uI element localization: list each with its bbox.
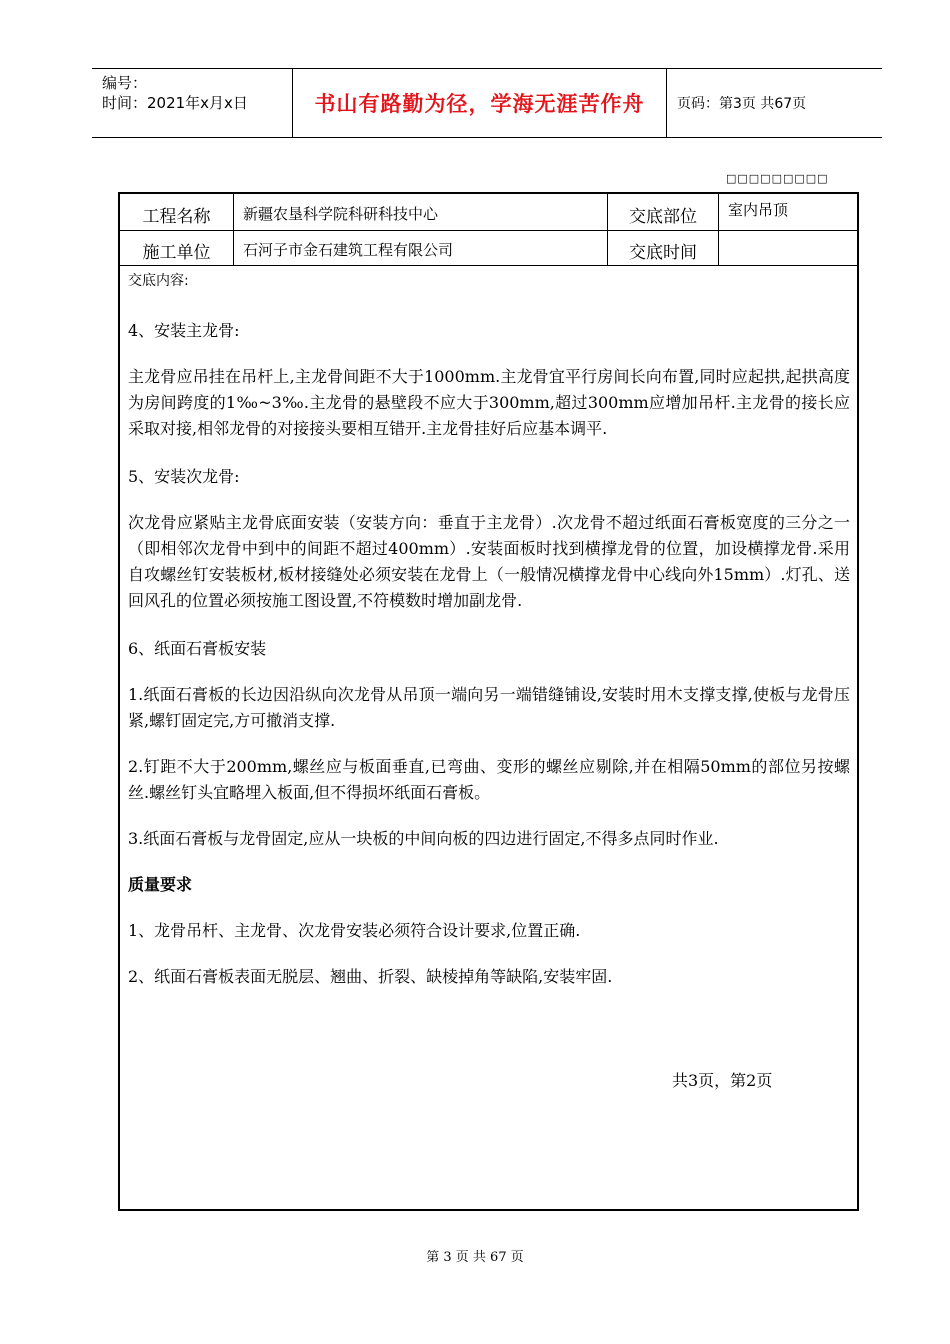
quality-title: 质量要求 [128,875,193,894]
content-intro: 交底内容: [128,273,189,289]
section-6-title: 6、纸面石膏板安装 [128,639,267,658]
unit-value: 石河子市金石建筑工程有限公司 [243,241,454,259]
page-footer: 第 3 页 共 67 页 [426,1250,524,1265]
table-col-line [233,192,234,265]
quality-item-2: 2、纸面石膏板表面无脱层、翘曲、折裂、缺棱掉角等缺陷,安装牢固. [128,967,613,986]
header-meta [102,73,248,113]
header-divider [666,69,667,137]
section-6-item-2: 2.钉距不大于200mm,螺丝应与板面垂直,已弯曲、变形的螺丝应剔除,并在相隔50mm的部位另按螺丝.螺丝钉头宜略埋入板面,但不得损坏纸面石膏板。 [128,757,850,802]
unit-label: 施工单位 [142,243,211,263]
time-label-cell: 交底时间 [629,243,697,263]
form-code-boxes: □□□□□□□□□ [726,172,829,185]
section-6-item-3: 3.纸面石膏板与龙骨固定,应从一块板的中间向板的四边进行固定,不得多点同时作业. [128,829,719,848]
code-label: 编号： [102,74,148,92]
table-col-line [718,192,719,265]
disclosure-content [128,268,850,990]
content-page-count: 共3页，第2页 [672,1071,773,1090]
section-4-body: 主龙骨应吊挂在吊杆上,主龙骨间距不大于1000mm.主龙骨宜平行房间长向布置,同时应起拱,起拱高度为房间跨度的1‰~3‰.主龙骨的悬壁段不应大于300mm,超过300mm应增加吊杆.主龙骨的接长应采取对接,相邻龙骨的对接接头要相互错开.主龙骨挂好后应基本调平. [128,367,850,438]
part-label: 交底部位 [629,207,697,227]
project-name-value: 新疆农垦科学院科研科技中心 [243,205,439,223]
table-row-line [118,230,859,231]
project-name-label: 工程名称 [142,207,211,227]
header-page-info: 页码：第3页 共67页 [677,96,807,112]
section-5-title: 5、安装次龙骨: [128,467,240,486]
section-5-body: 次龙骨应紧贴主龙骨底面安装（安装方向：垂直于主龙骨）.次龙骨不超过纸面石膏板宽度的三分之一（即相邻次龙骨中到中的间距不超过400mm）.安装面板时找到横撑龙骨的位置，加设横撑龙骨.采用自攻螺丝钉安装板材,板材接缝处必须安装在龙骨上（一般情况横撑龙骨中心线向外15mm）.灯孔、送回风孔的位置必须按施工图设置,不符模数时增加副龙骨. [128,513,850,610]
time-label: 时间：2021年x月x日 [102,94,248,112]
part-value: 室内吊顶 [728,201,789,219]
document-header [92,68,882,138]
section-4-title: 4、安装主龙骨: [128,321,240,340]
section-6-item-1: 1.纸面石膏板的长边因沿纵向次龙骨从吊顶一端向另一端错缝铺设,安装时用木支撑支撑,使板与龙骨压紧,螺钉固定完,方可撤消支撑. [128,685,850,730]
header-motto: 书山有路勤为径，学海无涯苦作舟 [314,92,645,116]
quality-item-1: 1、龙骨吊杆、主龙骨、次龙骨安装必须符合设计要求,位置正确. [128,921,581,940]
table-row-line [118,265,859,266]
